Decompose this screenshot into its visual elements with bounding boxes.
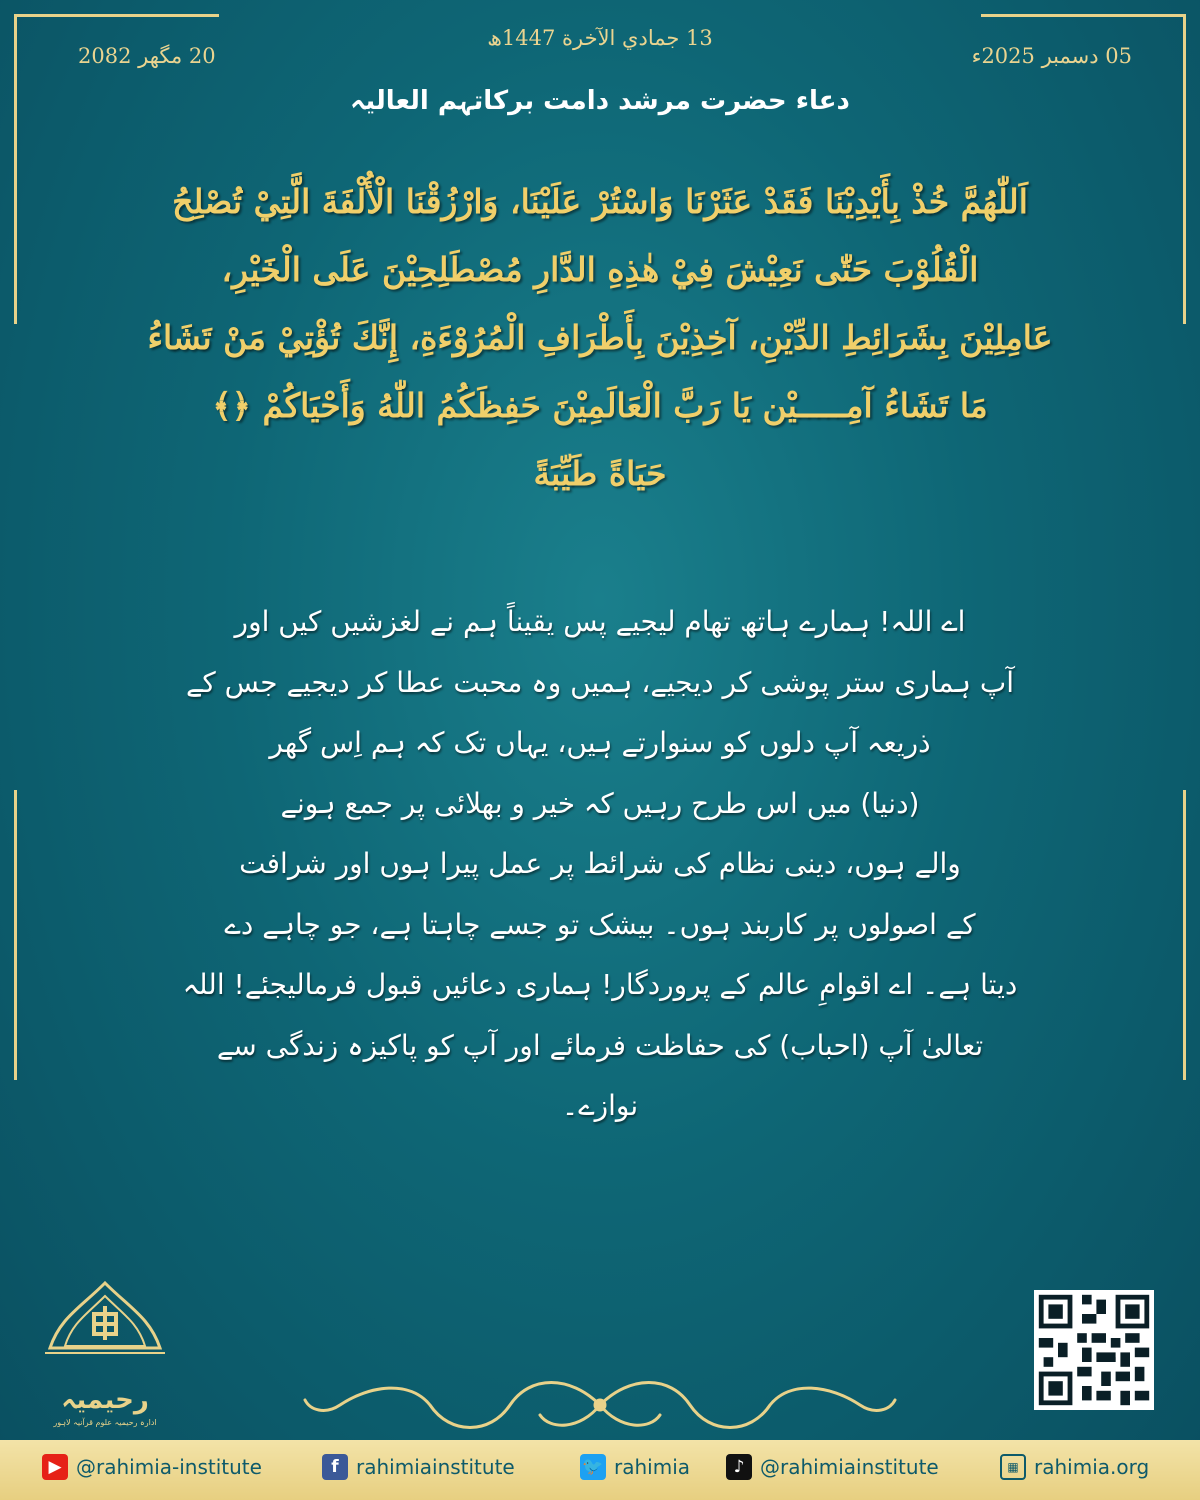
logo-name: رحیمیہ <box>61 1385 149 1415</box>
gregorian-date: 05 دسمبر 2025ء <box>971 44 1132 68</box>
bikrami-date: 20 مگھر 2082 <box>78 44 216 68</box>
twitter-link[interactable] <box>580 1454 690 1480</box>
logo-text <box>40 1385 170 1429</box>
translation-line: اے اللہ! ہمارے ہاتھ تھام لیجیے پس یقیناً ہم نے لغزشیں کیں اور <box>234 605 966 638</box>
decorative-ornament <box>300 1370 900 1440</box>
facebook-link[interactable] <box>322 1454 515 1480</box>
arabic-dua-line: عَامِلِيْنَ بِشَرَائِطِ الدِّيْنِ، آخِذِيْنَ بِأَطْرَافِ الْمُرُوْءَةِ، إِنَّكَ تُؤْتِيْ مَنْ تَشَاءُ <box>147 318 1053 357</box>
tiktok-icon: ♪ <box>726 1454 752 1480</box>
website-link[interactable] <box>1000 1454 1149 1480</box>
frame-left-middle <box>14 790 17 1080</box>
qr-code-icon <box>1034 1290 1154 1410</box>
arabic-dua-line: مَا تَشَاءُ آمِـــــيْن يَا رَبَّ الْعَالَمِيْنَ حَفِظَكُمُ اللّٰهُ وَأَحْيَاكُمْ ﴿﴾ <box>212 386 988 425</box>
facebook-handle: rahimiainstitute <box>356 1455 515 1479</box>
tiktok-link[interactable] <box>726 1454 939 1480</box>
tiktok-handle: @rahimiainstitute <box>760 1455 939 1479</box>
facebook-icon: f <box>322 1454 348 1480</box>
arabic-dua-line: اَللّٰهُمَّ خُذْ بِأَيْدِيْنَا فَقَدْ عَثَرْنَا وَاسْتُرْ عَلَيْنَا، وَارْزُقْنَا الْأُلْفَةَ الَّتِيْ تُصْلِحُ <box>172 182 1028 221</box>
translation-line: کے اصولوں پر کاربند ہوں۔ بیشک تو جسے چاہتا ہے، جو چاہے دے <box>224 907 976 941</box>
arabic-dua-line: الْقُلُوْبَ حَتّٰى نَعِيْشَ فِيْ هٰذِهِ الدَّارِ مُصْطَلِحِيْنَ عَلَى الْخَيْرِ، <box>221 250 979 289</box>
social-footer <box>0 1440 1200 1500</box>
youtube-icon: ▶ <box>42 1454 68 1480</box>
translation-line: دیتا ہے۔ اے اقوامِ عالم کے پروردگار! ہماری دعائیں قبول فرمالیجئے! اللہ <box>182 968 1018 1001</box>
translation-line: (دنیا) میں اس طرح رہیں کہ خیر و بھلائی پر جمع ہونے <box>280 786 920 820</box>
frame-top-right <box>981 14 1186 17</box>
arabic-dua-line: حَيَاةً طَيِّبَةً <box>533 454 667 493</box>
translation-line: تعالیٰ آپ (احباب) کی حفاظت فرمائے اور آپ کو پاکیزہ زندگی سے <box>216 1028 984 1062</box>
hijri-date: 13 جمادي الآخرة 1447ھ <box>487 26 713 50</box>
page-title: دعاء حضرت مرشد دامت برکاتہم العالیہ <box>350 86 850 116</box>
translation-line: والے ہوں، دینی نظام کی شرائط پر عمل پیرا ہوں اور شرافت <box>239 847 961 880</box>
translation-line: آپ ہماری ستر پوشی کر دیجیے، ہمیں وہ محبت عطا کر دیجیے جس کے <box>185 665 1015 699</box>
translation-line: ذریعہ آپ دلوں کو سنوارتے ہیں، یہاں تک کہ ہم اِس گھر <box>269 726 931 759</box>
frame-left-top <box>14 14 17 324</box>
frame-right-middle <box>1183 790 1186 1080</box>
urdu-translation <box>170 592 1030 1137</box>
twitter-icon: 🐦 <box>580 1454 606 1480</box>
twitter-handle: rahimia <box>614 1455 691 1479</box>
frame-right-top <box>1183 14 1186 324</box>
arabic-dua <box>90 168 1110 508</box>
qr-web-icon: ▦ <box>1000 1454 1026 1480</box>
translation-line: نوازے۔ <box>561 1089 639 1122</box>
youtube-handle: @rahimia-institute <box>76 1455 262 1479</box>
youtube-link[interactable] <box>42 1454 262 1480</box>
website-handle: rahimia.org <box>1034 1455 1150 1479</box>
logo-subtitle: ادارہ رحیمیہ علوم قرآنیہ لاہور <box>53 1418 157 1427</box>
frame-top-left <box>14 14 219 17</box>
